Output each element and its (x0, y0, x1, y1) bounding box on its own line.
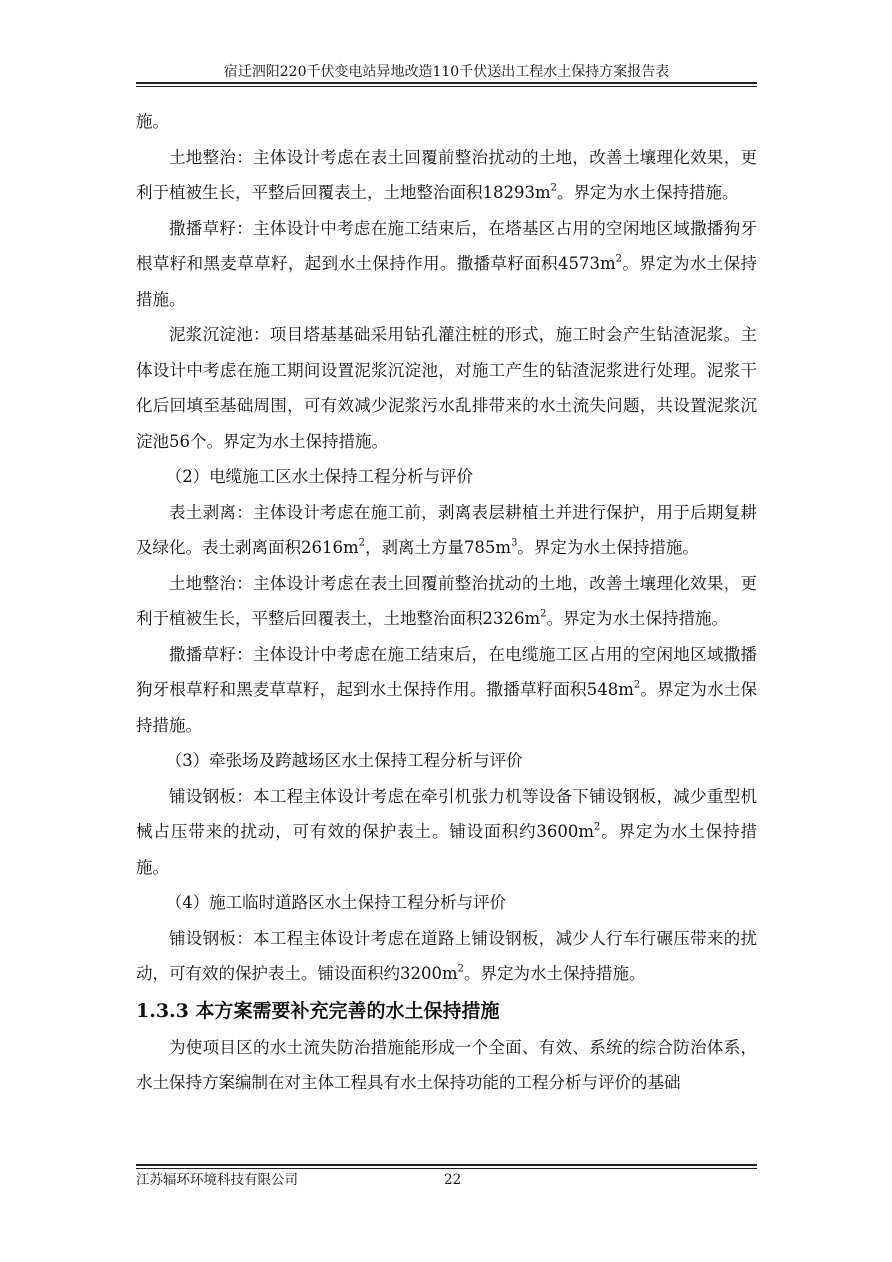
subsection-heading-cable: （2）电缆施工区水土保持工程分析与评价 (165, 467, 474, 486)
header-rule-thick (136, 82, 757, 84)
section-heading-1-3-3: 1.3.3 本方案需要补充完善的水土保持措施 (136, 999, 500, 1022)
paragraph-supplementary-measures: 为使项目区的水土流失防治措施能形成一个全面、有效、系统的综合防治体系，水土保持方案编制在对主体工程具有水土保持功能的工程分析与评价的基础 (136, 1037, 757, 1092)
paragraph-cable-grass-seeding: 撒播草籽：主体设计中考虑在施工结束后，在电缆施工区占用的空闲地区域撒播狗牙根草籽和黑麦草草籽，起到水土保持作用。撒播草籽面积$548m^2$。界定为水土保持措施。 (136, 644, 758, 735)
paragraph-steel-plate-yard: 铺设钢板：本工程主体设计考虑在牵引机张力机等设备下铺设钢板，减少重型机械占压带来的扰动，可有效的保护表土。铺设面积约$3600m^2$。界定为水土保持措施。 (136, 786, 758, 877)
page-body (136, 104, 757, 1101)
paragraph-continuation: 施。 (136, 112, 169, 131)
footer-rule-thick (136, 1164, 757, 1166)
header-rule-thin (136, 86, 757, 87)
paragraph-steel-plate-road: 铺设钢板：本工程主体设计考虑在道路上铺设钢板，减少人行车行碾压带来的扰动，可有效的保护表土。铺设面积约$3200m^2$。界定为水土保持措施。 (136, 928, 757, 983)
paragraph-topsoil-stripping: 表土剥离：主体设计考虑在施工前，剥离表层耕植土并进行保护，用于后期复耕及绿化。表土剥离面积$2616m^2$，剥离土方量$785m^3$。界定为水土保持措施。 (136, 502, 757, 557)
footer-rule-thin (136, 1168, 757, 1169)
subsection-heading-stringing-yard: （3）牵张场及跨越场区水土保持工程分析与评价 (165, 751, 523, 770)
paragraph-mud-settling-pond: 泥浆沉淀池：项目塔基基础采用钻孔灌注桩的形式，施工时会产生钻渣泥浆。主体设计中考虑在施工期间设置泥浆沉淀池，对施工产生的钻渣泥浆进行处理。泥浆干化后回填至基础周围，可有效减少泥浆污水乱排带来的水土流失问题，共设置泥浆沉淀池56个。界定为水土保持措施。 (136, 325, 757, 451)
paragraph-cable-land-reclamation: 土地整治：主体设计考虑在表土回覆前整治扰动的土地，改善土壤理化效果，更利于植被生长，平整后回覆表土，土地整治面积$2326m^2$。界定为水土保持措施。 (136, 573, 757, 628)
paragraph-tower-grass-seeding: 撒播草籽：主体设计中考虑在施工结束后，在塔基区占用的空闲地区域撒播狗牙根草籽和黑麦草草籽，起到水土保持作用。撒播草籽面积$4573m^2$。界定为水土保持措施。 (136, 218, 757, 309)
running-header: 宿迁泗阳220千伏变电站异地改造110千伏送出工程水土保持方案报告表 (223, 64, 670, 80)
subsection-heading-temp-road: （4）施工临时道路区水土保持工程分析与评价 (165, 893, 507, 912)
paragraph-tower-land-reclamation: 土地整治：主体设计考虑在表土回覆前整治扰动的土地，改善土壤理化效果，更利于植被生长，平整后回覆表土，土地整治面积$18293m^2$。界定为水土保持措施。 (136, 147, 757, 202)
page-number: 22 (444, 1172, 462, 1188)
footer-company-name: 江苏辐环环境科技有限公司 (136, 1172, 298, 1188)
